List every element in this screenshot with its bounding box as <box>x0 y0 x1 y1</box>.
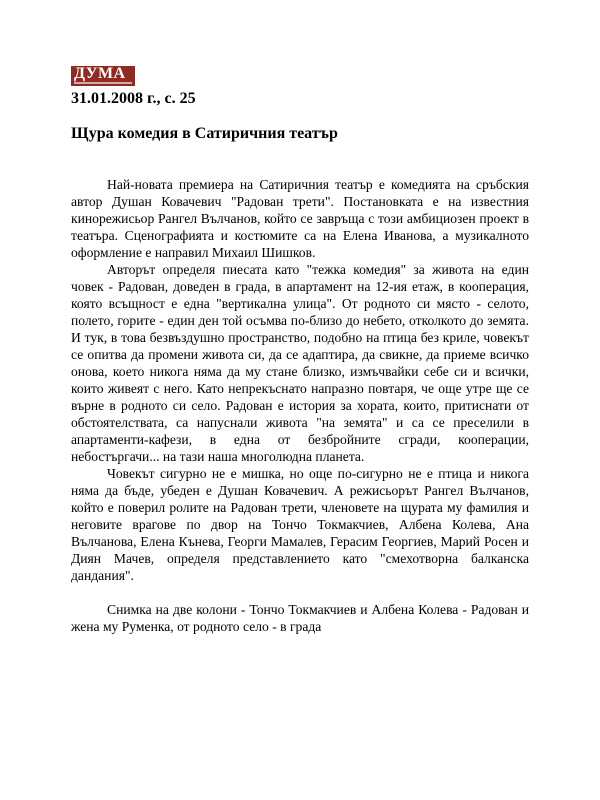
photo-caption: Снимка на две колони - Тончо Токмакчиев и Албена Колева - Радован и жена му Руменка, от родното село - в града <box>71 602 529 634</box>
date-page: 31.01.2008 г., с. 25 <box>71 90 196 107</box>
newspaper-logo <box>71 66 135 86</box>
paragraph: Авторът определя пиесата като "тежка комедия" за живота на един човек - Радован, доведен в града, в апартамент на 12-ия етаж, в кооперация, която всъщност е една "вертикална улица". От родното си място - селото, полето, горите - един ден той осъмва по-близо до небето, отколкото до земята. И тук, в това безвъздушно пространство, подобно на птица без криле, човекът се опитва да промени живота си, да се адаптира, да свикне, да приеме всичко онова, което никога няма да му стане близко, измъчвайки себе си и всички, които живеят с него. Като непрекъснато напразно повтаря, че още утре ще се върне в родното си село. Радован е история за хората, които, притиснати от обстоятелствата, са напуснали живота "на земята" и са се преселили в апартаменти-кафези, в една от безбройните сгради, кооперации, небостъргачи... на тази наша многолюдна планета. <box>71 262 529 464</box>
article-body <box>71 176 529 635</box>
article-title: Щура комедия в Сатиричния театър <box>71 125 338 142</box>
paragraph: Най-новата премиера на Сатиричния театър е комедията на сръбския автор Душан Ковачевич "Радован трети". Постановката е на известния кинорежисьор Рангел Вълчанов, който се завръща с този амбициозен проект в театъра. Сценографията и костюмите са на Елена Иванова, а музикалното оформление е направил Михаил Шишков. <box>71 177 529 260</box>
logo-strip <box>74 82 132 84</box>
paragraph: Човекът сигурно не е мишка, но още по-сигурно не е птица и никога няма да бъде, убеден е Душан Ковачевич. А режисьорът Рангел Вълчанов, който е поверил ролите на Радован трети, членовете на щурата му фамилия и неговите врагове по двор на Тончо Токмакчиев, Албена Колева, Ана Вълчанова, Елена Кънева, Георги Мамалев, Герасим Георгиев, Марий Росен и Диян Мачев, определя представлението като "смехотворна балканска дандания". <box>71 466 529 583</box>
logo-text: ДУМА <box>74 65 126 82</box>
